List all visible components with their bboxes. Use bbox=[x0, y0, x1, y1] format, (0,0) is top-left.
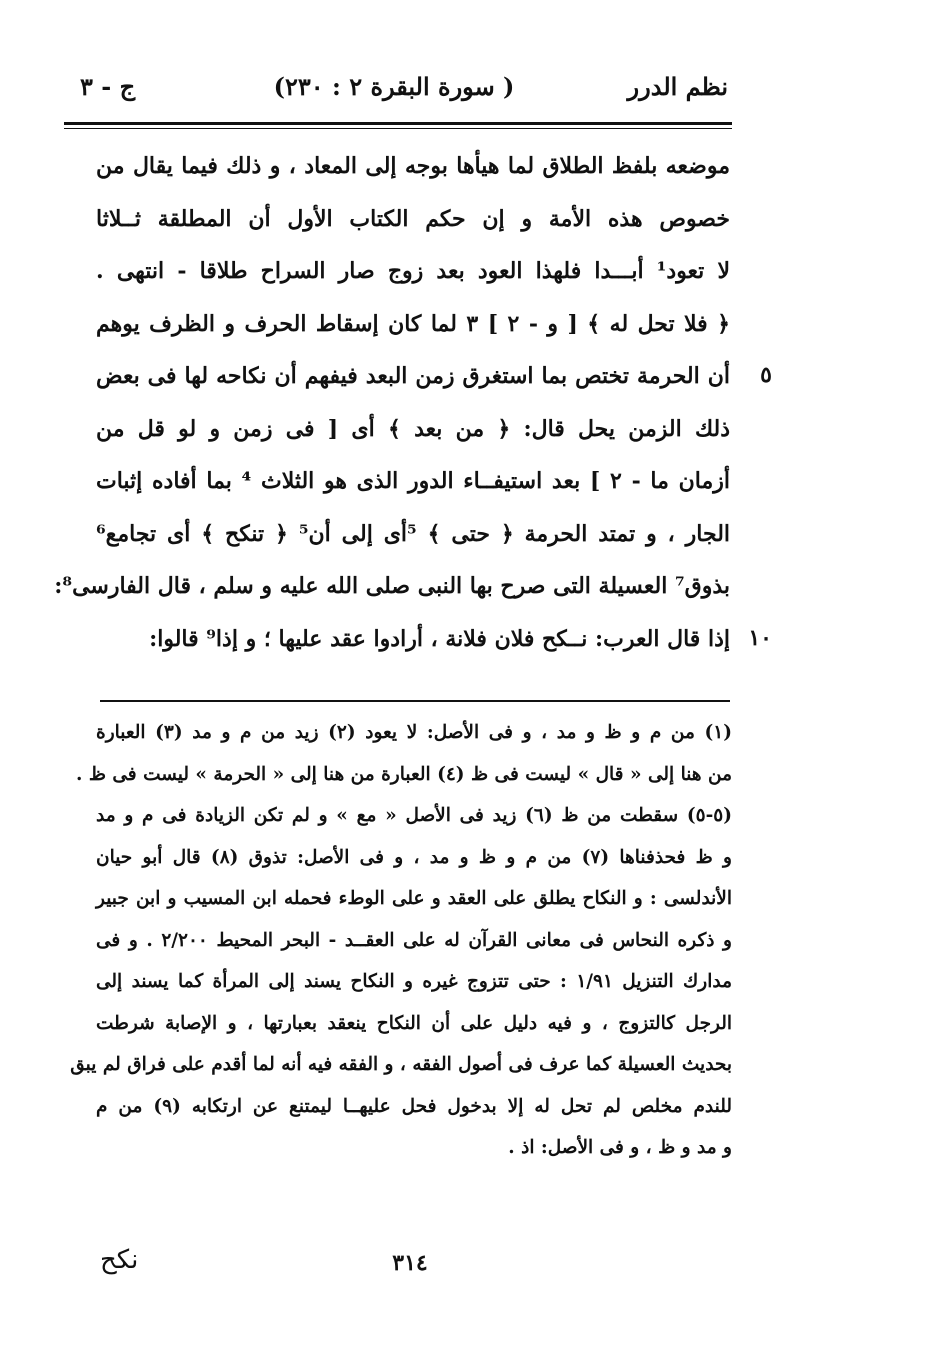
footnote-line: بحديث العسيلة كما عرف فى أصول الفقه ، و الفقه فيه أنه لما أقدم على فراق لم يبق bbox=[70, 1054, 732, 1075]
footnote-line: الرجل كالتزوج ، و فيه دليل على أن النكاح ينعقد بعبارتها ، و الإصابة شرطت bbox=[96, 1012, 732, 1034]
footnote-line: مدارك التنزيل ١/٩١ : حتى تتزوج غيره و النكاح يسند إلى المرأة كما يسند إلى bbox=[96, 971, 732, 992]
line-number: ٥ bbox=[760, 362, 772, 388]
book-title: نظم الدرر bbox=[627, 72, 728, 101]
footnote-line: للندم مخلص لم تحل له إلا بدخول فحل عليهــا ليمتنع عن ارتكابه (٩) من م bbox=[96, 1095, 732, 1117]
footnote-line: (١) من م و ظ و مد ، و فى الأصل: لا يعود (٢) زيد من م و مد (٣) العبارة bbox=[96, 722, 732, 743]
catchword: نكح bbox=[100, 1245, 139, 1275]
text-line: موضعه بلفظ الطلاق لما هيأها بوجه إلى المعاد ، و ذلك فيما يقال من bbox=[96, 153, 730, 179]
text-line: بذوق⁷ العسيلة التى صرح بها النبى صلى الله عليه و سلم ، قال الفارسى⁸: bbox=[54, 573, 730, 599]
footnote-line: الأندلسى : و النكاح يطلق على العقد و على الوطء فحمله ابن المسيب و ابن جبير bbox=[96, 888, 732, 909]
text-line: أزمان ما - ٢ ] بعد استيفــاء الدور الذى هو الثلاث ⁴ بما أفاده إثبات bbox=[96, 468, 730, 494]
text-line: ذلك الزمن يحل قال: ﴿ من بعد ﴾ أى [ فى زمن و لو قل من bbox=[96, 415, 730, 442]
footnote-separator bbox=[100, 700, 730, 702]
text-line: أن الحرمة تختص بما استغرق زمن البعد فيفهم أن نكاحه لها فى بعض bbox=[96, 363, 730, 389]
header-rule-thin bbox=[64, 128, 732, 129]
text-line: لا تعود¹ أبـــدا فلهذا العود بعد زوج صار السراح طلاقا - انتهى . bbox=[96, 258, 730, 284]
footnote-line: (٥-٥) سقطت من ظ (٦) زيد فى الأصل « مع » و لم تكن الزيادة فى م و مد bbox=[96, 805, 732, 826]
surah-reference: ( سورة البقرة ٢ : ٢٣٠) bbox=[273, 72, 515, 101]
running-header bbox=[60, 72, 728, 116]
volume-number: ج - ٣ bbox=[80, 72, 136, 101]
line-number: ١٠ bbox=[748, 624, 772, 651]
page-number: ٣١٤ bbox=[392, 1250, 428, 1276]
text-line: ﴿ فلا تحل له ﴾ [ و - ٢ ] ٣ لما كان إسقاط الحرف و الظرف يوهم bbox=[96, 310, 730, 337]
footnote-line: و ظ فحذفناها (٧) من م و ظ و مد ، و فى الأصل: تذوق (٨) قال أبو حيان bbox=[96, 846, 732, 868]
text-line: إذا قال العرب: نــكح فلان فلانة ، أرادوا عقد عليها ؛ و إذا⁹ قالوا: bbox=[149, 625, 730, 652]
header-rule-thick bbox=[64, 122, 732, 125]
footnotes-block bbox=[70, 712, 732, 1169]
main-text-block bbox=[54, 140, 731, 665]
footnote-line: من هنا إلى « قال » ليست فى ظ (٤) العبارة من هنا إلى « الحرمة » ليست فى ظ . bbox=[75, 763, 732, 785]
text-line: خصوص هذه الأمة و إن حكم الكتاب الأول أن المطلقة ثــلاثا bbox=[96, 205, 730, 232]
footnote-line: و ذكره النحاس فى معانى القرآن له على العقــد - البحر المحيط ٢/٢٠٠ . و فى bbox=[96, 929, 732, 951]
text-line: الجار ، و تمتد الحرمة ﴿ حتى ﴾ ⁵أى إلى أن⁵ ﴿ تنكح ﴾ أى تجامع⁶ bbox=[96, 520, 731, 547]
footnote-line: و مد و ظ ، و فى الأصل: اذ . bbox=[508, 1137, 732, 1158]
